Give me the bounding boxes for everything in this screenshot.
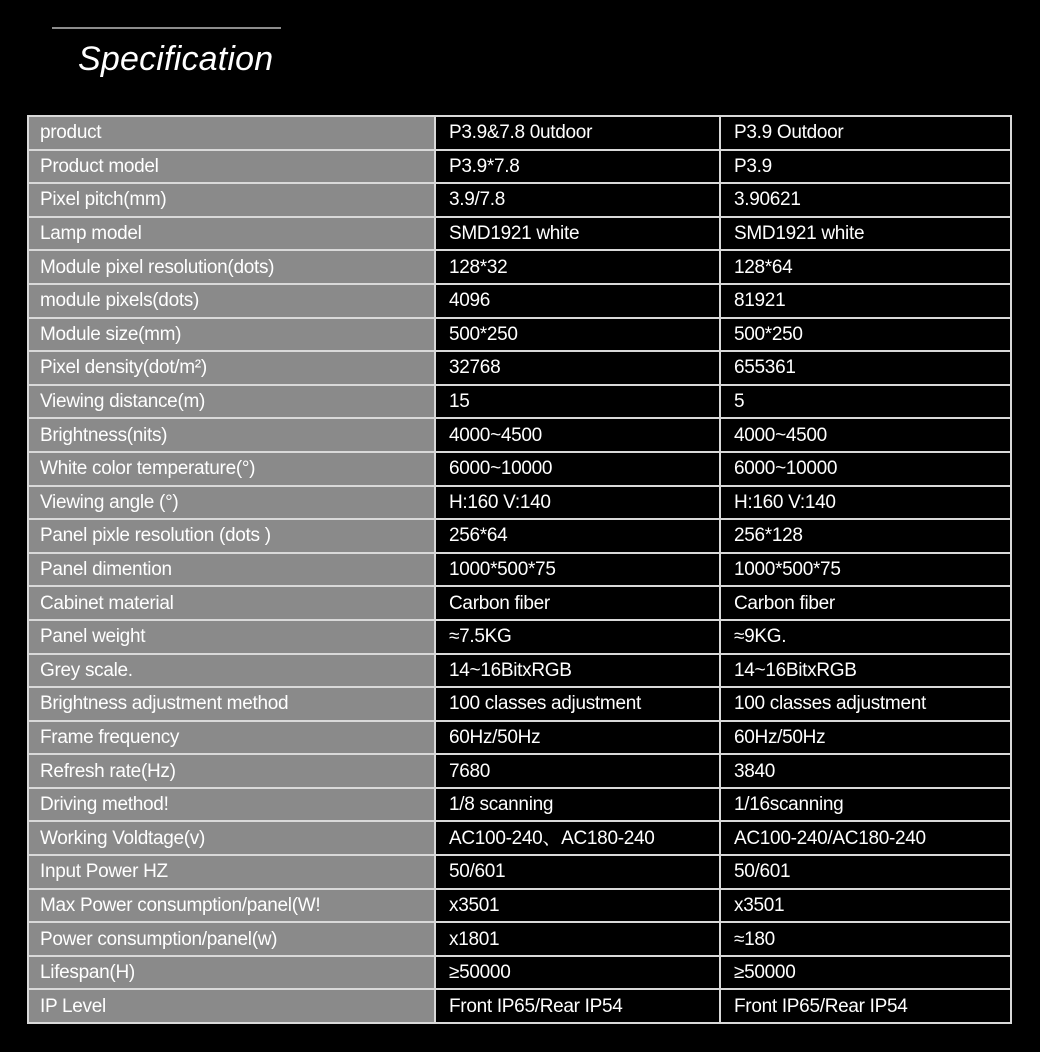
table-row	[28, 553, 1011, 587]
spec-value-cell-p39: 3.90621	[720, 183, 1011, 217]
spec-label-cell: Panel weight	[28, 620, 435, 654]
table-row	[28, 654, 1011, 688]
spec-value-cell-p39-78: x3501	[435, 889, 720, 923]
table-row	[28, 721, 1011, 755]
table-row	[28, 385, 1011, 419]
table-row	[28, 989, 1011, 1023]
table-row	[28, 217, 1011, 251]
spec-value-cell-p39: 6000~10000	[720, 452, 1011, 486]
spec-label-cell: Frame frequency	[28, 721, 435, 755]
spec-label-cell: White color temperature(°)	[28, 452, 435, 486]
spec-value-cell-p39-78: 7680	[435, 754, 720, 788]
spec-label-cell: IP Level	[28, 989, 435, 1023]
spec-value-cell-p39-78: Carbon fiber	[435, 586, 720, 620]
spec-value-cell-p39-78: 256*64	[435, 519, 720, 553]
spec-value-cell-p39-78: 500*250	[435, 318, 720, 352]
spec-label-cell: Brightness(nits)	[28, 418, 435, 452]
spec-value-cell-p39: 14~16BitxRGB	[720, 654, 1011, 688]
spec-label-cell: Max Power consumption/panel(W!	[28, 889, 435, 923]
table-row	[28, 351, 1011, 385]
spec-value-cell-p39-78: P3.9*7.8	[435, 150, 720, 184]
table-row	[28, 956, 1011, 990]
spec-label-cell: Pixel density(dot/m²)	[28, 351, 435, 385]
spec-value-cell-p39-78: H:160 V:140	[435, 486, 720, 520]
table-row	[28, 519, 1011, 553]
spec-value-cell-p39-78: 1000*500*75	[435, 553, 720, 587]
table-row	[28, 889, 1011, 923]
spec-label-cell: Pixel pitch(mm)	[28, 183, 435, 217]
spec-label-cell: Refresh rate(Hz)	[28, 754, 435, 788]
spec-value-cell-p39: x3501	[720, 889, 1011, 923]
spec-label-cell: Product model	[28, 150, 435, 184]
spec-value-cell-p39: ≈9KG.	[720, 620, 1011, 654]
spec-value-cell-p39: H:160 V:140	[720, 486, 1011, 520]
spec-value-cell-p39-78: AC100-240、AC180-240	[435, 821, 720, 855]
spec-value-cell-p39: 1/16scanning	[720, 788, 1011, 822]
spec-value-cell-p39-78: 15	[435, 385, 720, 419]
spec-value-cell-p39: ≈180	[720, 922, 1011, 956]
spec-value-cell-p39: 100 classes adjustment	[720, 687, 1011, 721]
spec-label-cell: Grey scale.	[28, 654, 435, 688]
spec-label-cell: Module size(mm)	[28, 318, 435, 352]
spec-value-cell-p39-78: 4096	[435, 284, 720, 318]
spec-value-cell-p39: 50/601	[720, 855, 1011, 889]
table-row	[28, 284, 1011, 318]
table-row	[28, 250, 1011, 284]
spec-label-cell: Working Voldtage(v)	[28, 821, 435, 855]
spec-label-cell: Lifespan(H)	[28, 956, 435, 990]
spec-value-cell-p39: 4000~4500	[720, 418, 1011, 452]
spec-label-cell: Input Power HZ	[28, 855, 435, 889]
table-row	[28, 452, 1011, 486]
spec-label-cell: Panel dimention	[28, 553, 435, 587]
spec-value-cell-p39-78: 128*32	[435, 250, 720, 284]
spec-value-cell-p39-78: 100 classes adjustment	[435, 687, 720, 721]
spec-value-cell-p39: 655361	[720, 351, 1011, 385]
spec-value-cell-p39: 500*250	[720, 318, 1011, 352]
table-row	[28, 620, 1011, 654]
table-row	[28, 116, 1011, 150]
spec-value-cell-p39: P3.9 Outdoor	[720, 116, 1011, 150]
spec-value-cell-p39: 81921	[720, 284, 1011, 318]
spec-value-cell-p39: 3840	[720, 754, 1011, 788]
spec-label-cell: Module pixel resolution(dots)	[28, 250, 435, 284]
spec-value-cell-p39-78: 4000~4500	[435, 418, 720, 452]
spec-label-cell: Lamp model	[28, 217, 435, 251]
spec-value-cell-p39: SMD1921 white	[720, 217, 1011, 251]
title-divider	[52, 27, 281, 29]
spec-value-cell-p39-78: 1/8 scanning	[435, 788, 720, 822]
spec-value-cell-p39-78: P3.9&7.8 0utdoor	[435, 116, 720, 150]
spec-value-cell-p39: ≥50000	[720, 956, 1011, 990]
spec-value-cell-p39: AC100-240/AC180-240	[720, 821, 1011, 855]
spec-label-cell: Brightness adjustment method	[28, 687, 435, 721]
spec-value-cell-p39-78: ≥50000	[435, 956, 720, 990]
spec-label-cell: product	[28, 116, 435, 150]
table-row	[28, 821, 1011, 855]
table-row	[28, 150, 1011, 184]
spec-label-cell: Driving method!	[28, 788, 435, 822]
spec-value-cell-p39-78: x1801	[435, 922, 720, 956]
spec-value-cell-p39: Front IP65/Rear IP54	[720, 989, 1011, 1023]
page-title: Specification	[78, 40, 274, 78]
spec-label-cell: Panel pixle resolution (dots )	[28, 519, 435, 553]
table-row	[28, 788, 1011, 822]
spec-value-cell-p39: 1000*500*75	[720, 553, 1011, 587]
specification-table	[27, 115, 1012, 1024]
spec-label-cell: Cabinet material	[28, 586, 435, 620]
spec-value-cell-p39-78: 60Hz/50Hz	[435, 721, 720, 755]
spec-value-cell-p39: 5	[720, 385, 1011, 419]
spec-value-cell-p39: 60Hz/50Hz	[720, 721, 1011, 755]
spec-value-cell-p39: 256*128	[720, 519, 1011, 553]
table-row	[28, 183, 1011, 217]
spec-value-cell-p39-78: Front IP65/Rear IP54	[435, 989, 720, 1023]
spec-value-cell-p39-78: 14~16BitxRGB	[435, 654, 720, 688]
table-row	[28, 922, 1011, 956]
table-row	[28, 687, 1011, 721]
table-row	[28, 586, 1011, 620]
spec-label-cell: Power consumption/panel(w)	[28, 922, 435, 956]
spec-label-cell: Viewing distance(m)	[28, 385, 435, 419]
spec-label-cell: Viewing angle (°)	[28, 486, 435, 520]
table-row	[28, 855, 1011, 889]
spec-value-cell-p39: 128*64	[720, 250, 1011, 284]
table-row	[28, 418, 1011, 452]
spec-value-cell-p39-78: 3.9/7.8	[435, 183, 720, 217]
spec-value-cell-p39-78: ≈7.5KG	[435, 620, 720, 654]
spec-value-cell-p39: Carbon fiber	[720, 586, 1011, 620]
spec-value-cell-p39-78: 6000~10000	[435, 452, 720, 486]
table-row	[28, 754, 1011, 788]
spec-value-cell-p39-78: SMD1921 white	[435, 217, 720, 251]
spec-value-cell-p39-78: 50/601	[435, 855, 720, 889]
spec-value-cell-p39: P3.9	[720, 150, 1011, 184]
table-row	[28, 318, 1011, 352]
spec-label-cell: module pixels(dots)	[28, 284, 435, 318]
table-row	[28, 486, 1011, 520]
spec-value-cell-p39-78: 32768	[435, 351, 720, 385]
specification-table-body	[28, 116, 1011, 1023]
